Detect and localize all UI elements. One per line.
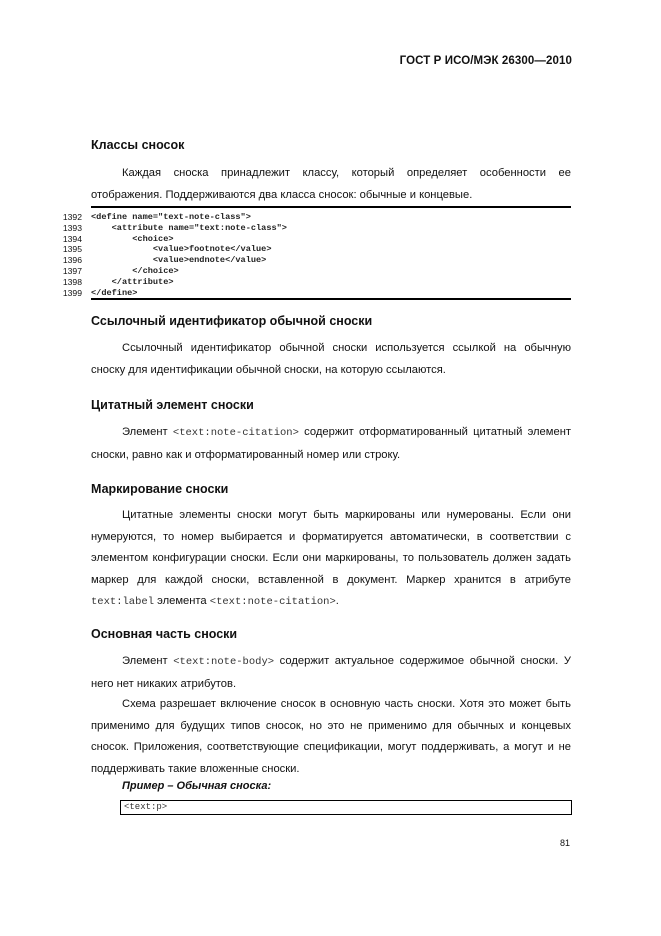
paragraph-text: Элемент xyxy=(122,655,174,667)
code-top-rule xyxy=(91,206,571,208)
attribute-name: text:label xyxy=(91,596,155,608)
code-text: </attribute> xyxy=(91,276,174,287)
paragraph-footnote-body-1 xyxy=(91,651,571,695)
heading-marking: Маркирование сноски xyxy=(91,482,229,496)
paragraph-text: Каждая сноска принадлежит классу, который определяет особенности ее отображения. Поддерживаются два класса сносок: обычные и концевые. xyxy=(91,167,571,201)
line-number: 1399 xyxy=(62,287,82,298)
paragraph-reference-id xyxy=(91,338,571,381)
line-number: 1393 xyxy=(62,222,82,233)
paragraph-text: элемента xyxy=(154,595,210,607)
paragraph-text: содержит актуальное содержимое обычной сноски. У него нет никаких атрибутов. xyxy=(91,655,572,690)
page-number: 81 xyxy=(560,838,571,848)
line-number: 1395 xyxy=(62,244,82,255)
paragraph-text: Цитатные элементы сноски могут быть маркированы или нумерованы. Если они нумеруются, то номер выбирается и форматируется автоматически, в соответствии с элементом конфигурации сноски. Если они маркированы, то пользователь должен задать маркер для каждой сноски, вставленной в документ. Маркер хранится в атрибуте xyxy=(91,509,571,586)
element-name: <text:note-citation> xyxy=(172,427,299,439)
line-number: 1398 xyxy=(62,276,82,287)
code-line xyxy=(62,276,571,288)
heading-citation-element: Цитатный элемент сноски xyxy=(91,398,254,412)
element-name: <text:note-body> xyxy=(173,656,275,668)
line-number: 1392 xyxy=(62,212,82,222)
heading-footnote-body: Основная часть сноски xyxy=(91,627,238,641)
code-line xyxy=(62,255,571,266)
example-label: Пример – Обычная сноска: xyxy=(122,780,272,792)
line-number: 1394 xyxy=(62,233,82,244)
code-line xyxy=(62,244,571,255)
code-text: <define name="text-note-class"> xyxy=(91,212,251,222)
paragraph-text: . xyxy=(335,595,339,607)
code-line xyxy=(62,233,571,245)
paragraph-citation-element xyxy=(91,422,571,466)
code-line xyxy=(62,265,571,277)
heading-footnote-classes: Классы сносок xyxy=(91,138,185,152)
code-line xyxy=(62,222,571,234)
document-header: ГОСТ Р ИСО/МЭК 26300—2010 xyxy=(399,55,572,67)
paragraph-marking xyxy=(91,505,571,614)
code-line xyxy=(62,212,571,223)
paragraph-footnote-body-2 xyxy=(91,694,571,780)
code-listing xyxy=(62,212,571,298)
code-text: <value>footnote</value> xyxy=(91,244,272,255)
example-code-box xyxy=(120,800,572,815)
line-number: 1397 xyxy=(62,265,82,276)
line-number: 1396 xyxy=(62,255,82,266)
paragraph-text: Схема разрешает включение сносок в основную часть сноски. Хотя это может быть применимо для будущих типов сносок, но это не применимо для обычных и концевых сносок. Приложения, соответствующие спецификации, могут поддерживать, а могут и не поддерживать такие вложенные сноски. xyxy=(91,698,571,775)
code-text: </choice> xyxy=(91,265,179,276)
code-text: <attribute name="text:note-class"> xyxy=(91,222,287,233)
code-text: <choice> xyxy=(91,233,174,244)
paragraph-footnote-classes xyxy=(91,163,571,206)
code-line xyxy=(62,287,571,299)
element-name: <text:note-citation> xyxy=(209,596,336,608)
example-code: <text:p> xyxy=(124,802,168,812)
code-bottom-rule xyxy=(91,298,571,300)
code-text: <value>endnote</value> xyxy=(91,255,267,266)
paragraph-text: содержит отформатированный цитатный элемент сноски, равно как и отформатированный номер или строку. xyxy=(91,426,571,461)
code-text: </define> xyxy=(91,287,138,298)
heading-reference-id: Ссылочный идентификатор обычной сноски xyxy=(91,314,373,328)
paragraph-text: Элемент xyxy=(122,426,173,438)
paragraph-text: Ссылочный идентификатор обычной сноски используется ссылкой на обычную сноску для идентификации обычной сноски, на которую ссылаются. xyxy=(91,342,571,376)
